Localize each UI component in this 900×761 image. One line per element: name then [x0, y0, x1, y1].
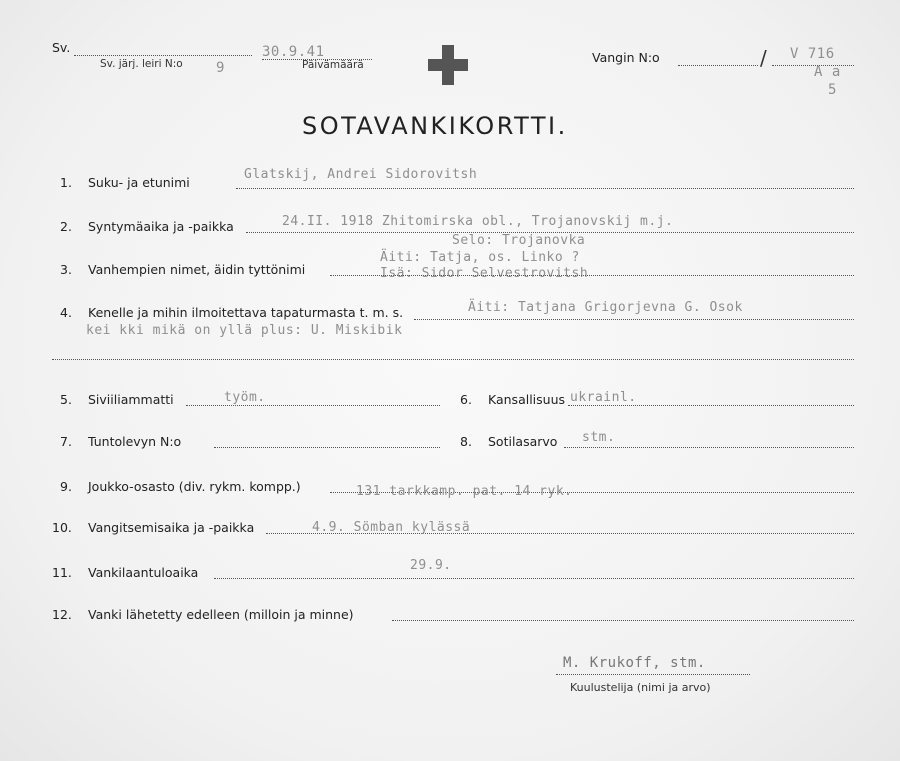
sv-line — [74, 54, 252, 56]
field-3-value-line3: Isä: Sidor Selvestrovitsh — [380, 266, 589, 281]
field-8-num: 8. — [460, 434, 472, 449]
vangin-slash: / — [760, 46, 767, 70]
sv-jarj-label: Sv. järj. leiri N:o — [100, 58, 183, 70]
field-4-value-line1: Äiti: Tatjana Grigorjevna G. Osok — [468, 300, 743, 315]
field-8-value: stm. — [582, 430, 616, 445]
field-4-num: 4. — [60, 305, 72, 320]
field-12-label: Vanki lähetetty edelleen (milloin ja minne) — [88, 607, 354, 622]
field-4-line2 — [52, 358, 854, 360]
vangin-value: V 716 — [790, 46, 835, 62]
field-1-label: Suku- ja etunimi — [88, 175, 190, 190]
field-11-line — [214, 577, 854, 579]
vangin-line-b — [772, 64, 854, 66]
signature-name: M. Krukoff, stm. — [563, 655, 706, 671]
field-9-value: 131 tarkkamp. pat. 14 ryk. — [356, 484, 573, 499]
signature-line — [556, 673, 750, 675]
field-8-line — [564, 446, 854, 448]
field-5-num: 5. — [60, 392, 72, 407]
field-2-num: 2. — [60, 219, 72, 234]
red-cross-icon — [428, 45, 468, 85]
date-value: 30.9.41 — [262, 44, 325, 60]
field-3-label: Vanhempien nimet, äidin tyttönimi — [88, 262, 306, 277]
field-2-value: 24.II. 1918 Zhitomirska obl., Trojanovskij m.j. — [282, 214, 674, 229]
card-title: SOTAVANKIKORTTI. — [302, 112, 568, 140]
field-6-num: 6. — [460, 392, 472, 407]
vangin-sub2: 5 — [828, 82, 837, 98]
field-3-num: 3. — [60, 262, 72, 277]
field-3-line — [330, 274, 854, 276]
field-1-value: Glatskij, Andrei Sidorovitsh — [244, 167, 478, 182]
field-10-value: 4.9. Sömban kylässä — [312, 520, 471, 535]
field-11-label: Vankilaantuloaika — [88, 565, 199, 580]
field-3-value-line1: Selo: Trojanovka — [452, 233, 586, 248]
field-11-value: 29.9. — [410, 558, 452, 573]
field-4-line — [414, 318, 854, 320]
field-4-label: Kenelle ja mihin ilmoitettava tapaturmasta t. m. s. — [88, 305, 404, 320]
field-5-value: työm. — [224, 390, 266, 405]
field-10-num: 10. — [52, 520, 72, 535]
date-label: Päivämäärä — [302, 59, 364, 71]
vangin-sub1: A a — [814, 64, 841, 80]
field-6-value: ukrainl. — [570, 390, 637, 405]
field-7-line — [214, 446, 440, 448]
field-4-value-line2: kei kki mikä on yllä plus: U. Miskibik — [86, 323, 403, 338]
field-1-num: 1. — [60, 175, 72, 190]
signature-label: Kuulustelija (nimi ja arvo) — [570, 681, 711, 694]
field-12-line — [392, 619, 854, 621]
field-7-label: Tuntolevyn N:o — [88, 434, 182, 449]
field-8-label: Sotilasarvo — [488, 434, 558, 449]
field-10-label: Vangitsemisaika ja -paikka — [88, 520, 255, 535]
field-9-label: Joukko-osasto (div. rykm. kompp.) — [88, 479, 301, 494]
field-2-label: Syntymäaika ja -paikka — [88, 219, 234, 234]
field-9-num: 9. — [60, 479, 72, 494]
sv-label: Sv. — [52, 40, 71, 55]
leiri-no: 9 — [216, 60, 225, 76]
field-6-label: Kansallisuus — [488, 392, 566, 407]
vangin-label: Vangin N:o — [592, 50, 660, 65]
field-7-num: 7. — [60, 434, 72, 449]
field-12-num: 12. — [52, 607, 72, 622]
field-1-line — [236, 187, 854, 189]
vangin-line-a — [678, 64, 758, 66]
field-3-value-line2: Äiti: Tatja, os. Linko ? — [380, 250, 580, 265]
field-11-num: 11. — [52, 565, 72, 580]
field-5-label: Siviiliammatti — [88, 392, 174, 407]
